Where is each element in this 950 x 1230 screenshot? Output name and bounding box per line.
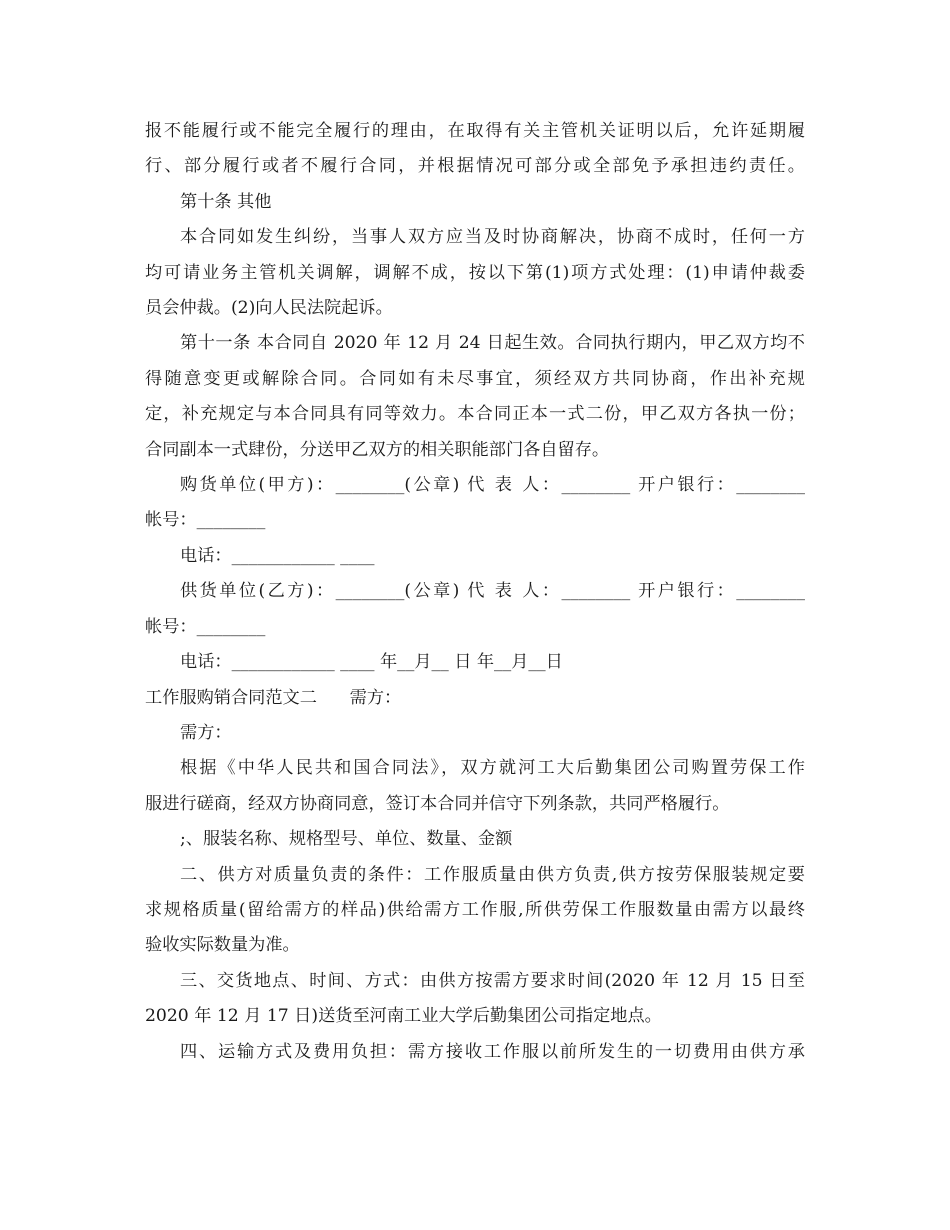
text-line: 四、运输方式及费用负担：需方接收工作服以前所发生的一切费用由供方承 (180, 1041, 805, 1062)
text-line: 合同副本一式肆份，分送甲乙双方的相关职能部门各自留存。 (145, 439, 610, 460)
text-line: 求规格质量(留给需方的样品)供给需方工作服,所供劳保工作服数量由需方以最终 (145, 899, 805, 920)
text-line: 均可请业务主管机关调解，调解不成，按以下第(1)项方式处理：(1)申请仲裁委 (145, 262, 805, 283)
document-page (145, 114, 805, 1070)
text-line: 服进行磋商，经双方协商同意，签订本合同并信守下列条款，共同严格履行。 (145, 793, 730, 814)
text-line: 第十一条 本合同自 2020 年 12 月 24 日起生效。合同执行期内，甲乙双方均不 (180, 333, 805, 354)
buyer-account-line: 帐号：________ (145, 510, 266, 531)
text-line: 需方： (180, 722, 232, 743)
text-line: 2020 年 12 月 17 日)送货至河南工业大学后勤集团公司指定地点。 (145, 1006, 662, 1027)
seller-account-line: 帐号：________ (145, 616, 266, 637)
text-line: 得随意变更或解除合同。合同如有未尽事宜，须经双方共同协商，作出补充规 (145, 368, 805, 389)
section-heading: 第十条 其他 (180, 191, 272, 212)
text-line: 三、交货地点、时间、方式：由供方按需方要求时间(2020 年 12 月 15 日至 (180, 970, 805, 991)
buyer-phone-line: 电话：____________ ____ (180, 545, 375, 566)
buyer-info-line: 购货单位(甲方)：________(公章) 代 表 人：________ 开户银行：________ (180, 475, 805, 496)
text-line: 定，补充规定与本合同具有同等效力。本合同正本一式二份，甲乙双方各执一份； (145, 404, 805, 425)
text-line: 行、部分履行或者不履行合同，并根据情况可部分或全部免予承担违约责任。 (145, 156, 805, 177)
text-line: 根据《中华人民共和国合同法》，双方就河工大后勤集团公司购置劳保工作 (180, 758, 805, 779)
text-line: 验收实际数量为准。 (145, 935, 300, 956)
text-line: 报不能履行或不能完全履行的理由，在取得有关主管机关证明以后，允许延期履 (145, 121, 805, 141)
text-line: 二、供方对质量负责的条件：工作服质量由供方负责,供方按劳保服装规定要 (180, 864, 805, 885)
text-line: 本合同如发生纠纷，当事人双方应当及时协商解决，协商不成时，任何一方 (180, 227, 805, 248)
seller-info-line: 供货单位(乙方)：________(公章) 代 表 人：________ 开户银行：________ (180, 581, 805, 602)
seller-phone-date-line: 电话：____________ ____ 年__月__ 日 年__月__日 (180, 652, 563, 673)
document-subtitle: 工作服购销合同范文二 需方： (145, 687, 402, 708)
text-line: 员会仲裁。(2)向人民法院起诉。 (145, 298, 393, 319)
text-line: ;、服装名称、规格型号、单位、数量、金额 (180, 829, 513, 850)
